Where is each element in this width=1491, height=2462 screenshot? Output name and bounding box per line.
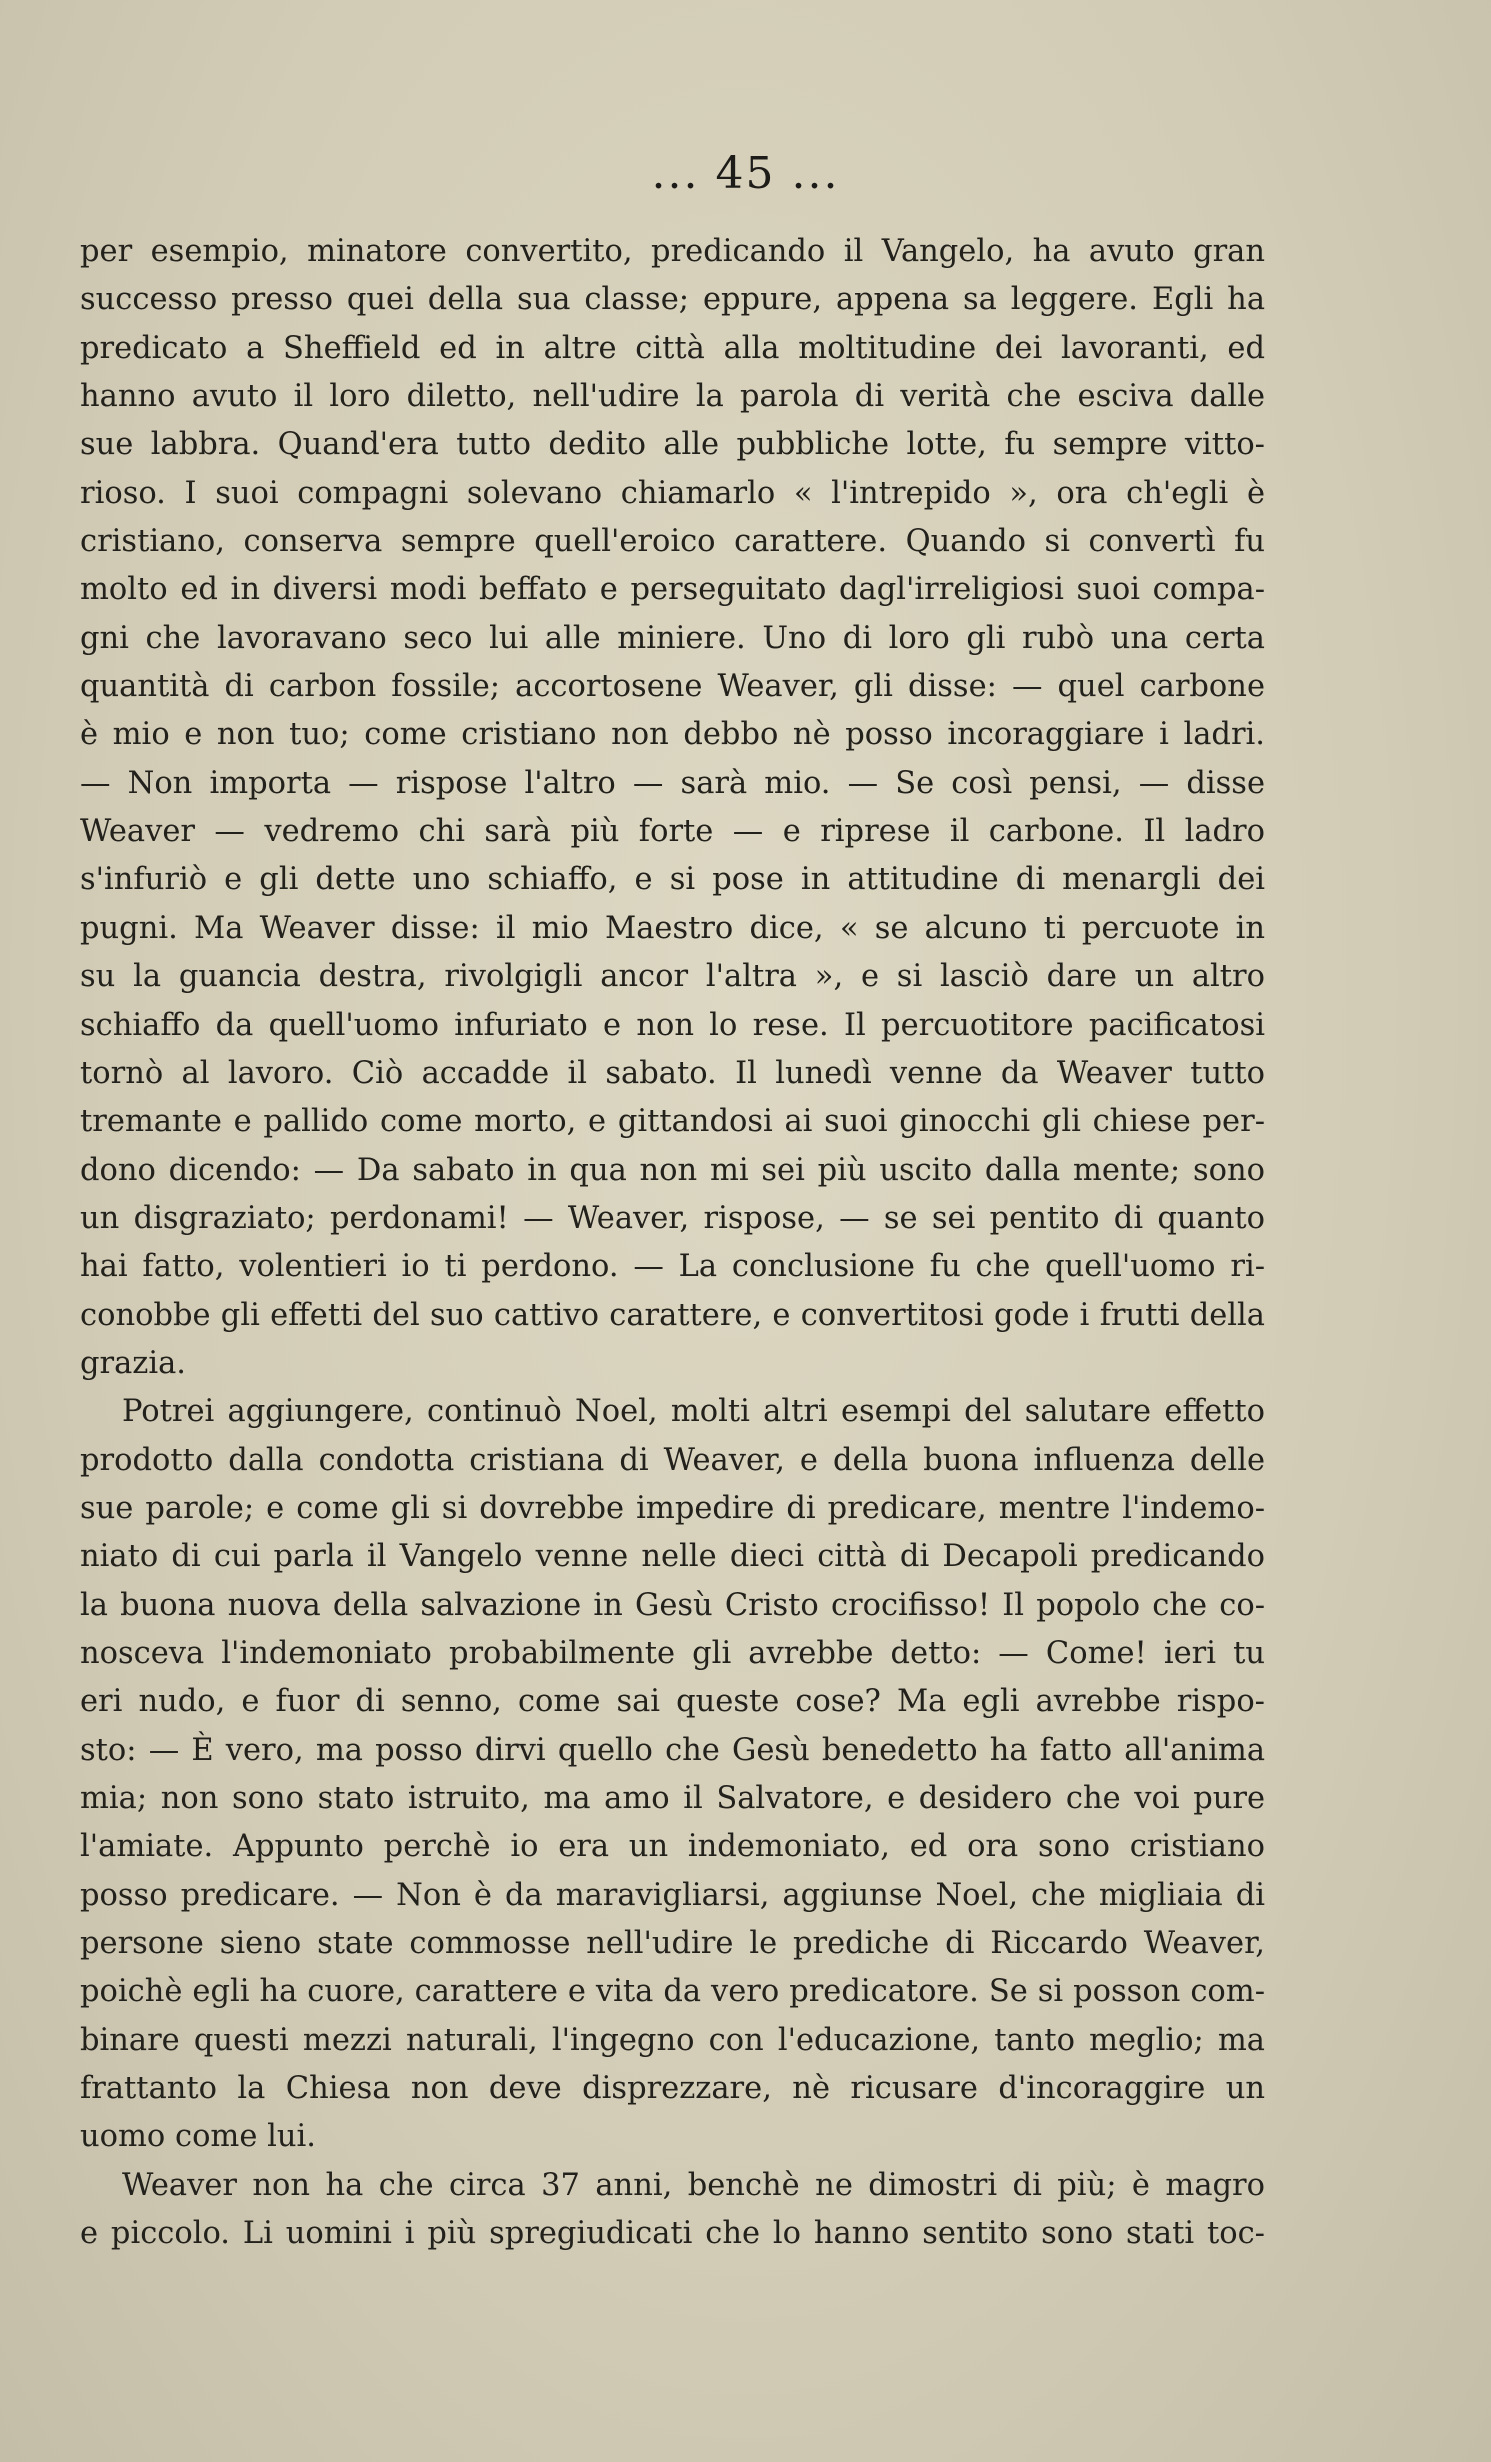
text-line: schiaffo da quell'uomo infuriato e non lo rese. Il percuotitore pacificatosi xyxy=(80,1007,1265,1043)
text-line: Weaver non ha che circa 37 anni, benchè ne dimostri di più; è magro xyxy=(122,2167,1265,2203)
text-line: prodotto dalla condotta cristiana di Weaver, e della buona influenza delle xyxy=(80,1442,1265,1478)
text-line: hai fatto, volentieri io ti perdono. — La conclusione fu che quell'uomo ri- xyxy=(80,1249,1265,1285)
text-line: cristiano, conserva sempre quell'eroico carattere. Quando si convertì fu xyxy=(80,524,1265,560)
text-line: e piccolo. Li uomini i più spregiudicati che lo hanno sentito sono stati toc- xyxy=(80,2216,1265,2252)
page-number-header: ... 45 ... xyxy=(651,148,840,199)
text-line: molto ed in diversi modi beffato e perseguitato dagl'irreligiosi suoi compa- xyxy=(80,572,1265,608)
text-line: conobbe gli effetti del suo cattivo carattere, e convertitosi gode i frutti della xyxy=(80,1297,1265,1333)
text-line: predicato a Sheffield ed in altre città alla moltitudine dei lavoranti, ed xyxy=(80,330,1265,366)
text-line: dono dicendo: — Da sabato in qua non mi sei più uscito dalla mente; sono xyxy=(80,1152,1265,1188)
text-line: binare questi mezzi naturali, l'ingegno con l'educazione, tanto meglio; ma xyxy=(80,2022,1265,2058)
text-line: nosceva l'indemoniato probabilmente gli avrebbe detto: — Come! ieri tu xyxy=(80,1635,1265,1671)
text-line: eri nudo, e fuor di senno, come sai queste cose? Ma egli avrebbe rispo- xyxy=(80,1684,1265,1720)
text-line: successo presso quei della sua classe; eppure, appena sa leggere. Egli ha xyxy=(80,282,1265,318)
text-line: tornò al lavoro. Ciò accadde il sabato. Il lunedì venne da Weaver tutto xyxy=(80,1055,1265,1091)
text-line: Potrei aggiungere, continuò Noel, molti altri esempi del salutare effetto xyxy=(122,1394,1265,1430)
text-line: uomo come lui. xyxy=(80,2119,316,2155)
text-line: poichè egli ha cuore, carattere e vita da vero predicatore. Se si posson com- xyxy=(80,1974,1265,2010)
text-line: su la guancia destra, rivolgigli ancor l'altra », e si lasciò dare un altro xyxy=(80,959,1265,995)
text-line: pugni. Ma Weaver disse: il mio Maestro dice, « se alcuno ti percuote in xyxy=(80,910,1265,946)
text-line: tremante e pallido come morto, e gittandosi ai suoi ginocchi gli chiese per- xyxy=(80,1104,1265,1140)
text-line: frattanto la Chiesa non deve disprezzare, nè ricusare d'incoraggire un xyxy=(80,2071,1265,2107)
text-line: un disgraziato; perdonami! — Weaver, rispose, — se sei pentito di quanto xyxy=(80,1200,1265,1236)
text-line: grazia. xyxy=(80,1345,186,1381)
text-line: rioso. I suoi compagni solevano chiamarlo « l'intrepido », ora ch'egli è xyxy=(80,475,1265,511)
text-line: posso predicare. — Non è da maravigliarsi, aggiunse Noel, che migliaia di xyxy=(80,1877,1265,1913)
text-line: la buona nuova della salvazione in Gesù Cristo crocifisso! Il popolo che co- xyxy=(80,1587,1265,1623)
text-line: — Non importa — rispose l'altro — sarà mio. — Se così pensi, — disse xyxy=(80,765,1265,801)
text-line: s'infuriò e gli dette uno schiaffo, e si pose in attitudine di menargli dei xyxy=(80,862,1265,898)
text-line: per esempio, minatore convertito, predicando il Vangelo, ha avuto gran xyxy=(80,234,1265,269)
text-line: niato di cui parla il Vangelo venne nelle dieci città di Decapoli predicando xyxy=(80,1539,1265,1575)
text-line: persone sieno state commosse nell'udire le prediche di Riccardo Weaver, xyxy=(80,1926,1265,1962)
text-line: gni che lavoravano seco lui alle miniere. Uno di loro gli rubò una certa xyxy=(80,620,1265,656)
text-line: Weaver — vedremo chi sarà più forte — e riprese il carbone. Il ladro xyxy=(80,814,1265,850)
text-line: quantità di carbon fossile; accortosene Weaver, gli disse: — quel carbone xyxy=(80,669,1265,705)
text-line: l'amiate. Appunto perchè io era un indemoniato, ed ora sono cristiano xyxy=(80,1829,1265,1865)
body-text xyxy=(80,228,1265,2258)
text-line: hanno avuto il loro diletto, nell'udire la parola di verità che esciva dalle xyxy=(80,379,1265,415)
text-line: sto: — È vero, ma posso dirvi quello che Gesù benedetto ha fatto all'anima xyxy=(80,1732,1265,1768)
text-line: sue parole; e come gli si dovrebbe impedire di predicare, mentre l'indemo- xyxy=(80,1490,1265,1526)
text-line: mia; non sono stato istruito, ma amo il Salvatore, e desidero che voi pure xyxy=(80,1781,1265,1816)
text-line: sue labbra. Quand'era tutto dedito alle pubbliche lotte, fu sempre vitto- xyxy=(80,427,1265,463)
text-line: è mio e non tuo; come cristiano non debbo nè posso incoraggiare i ladri. xyxy=(80,717,1265,753)
